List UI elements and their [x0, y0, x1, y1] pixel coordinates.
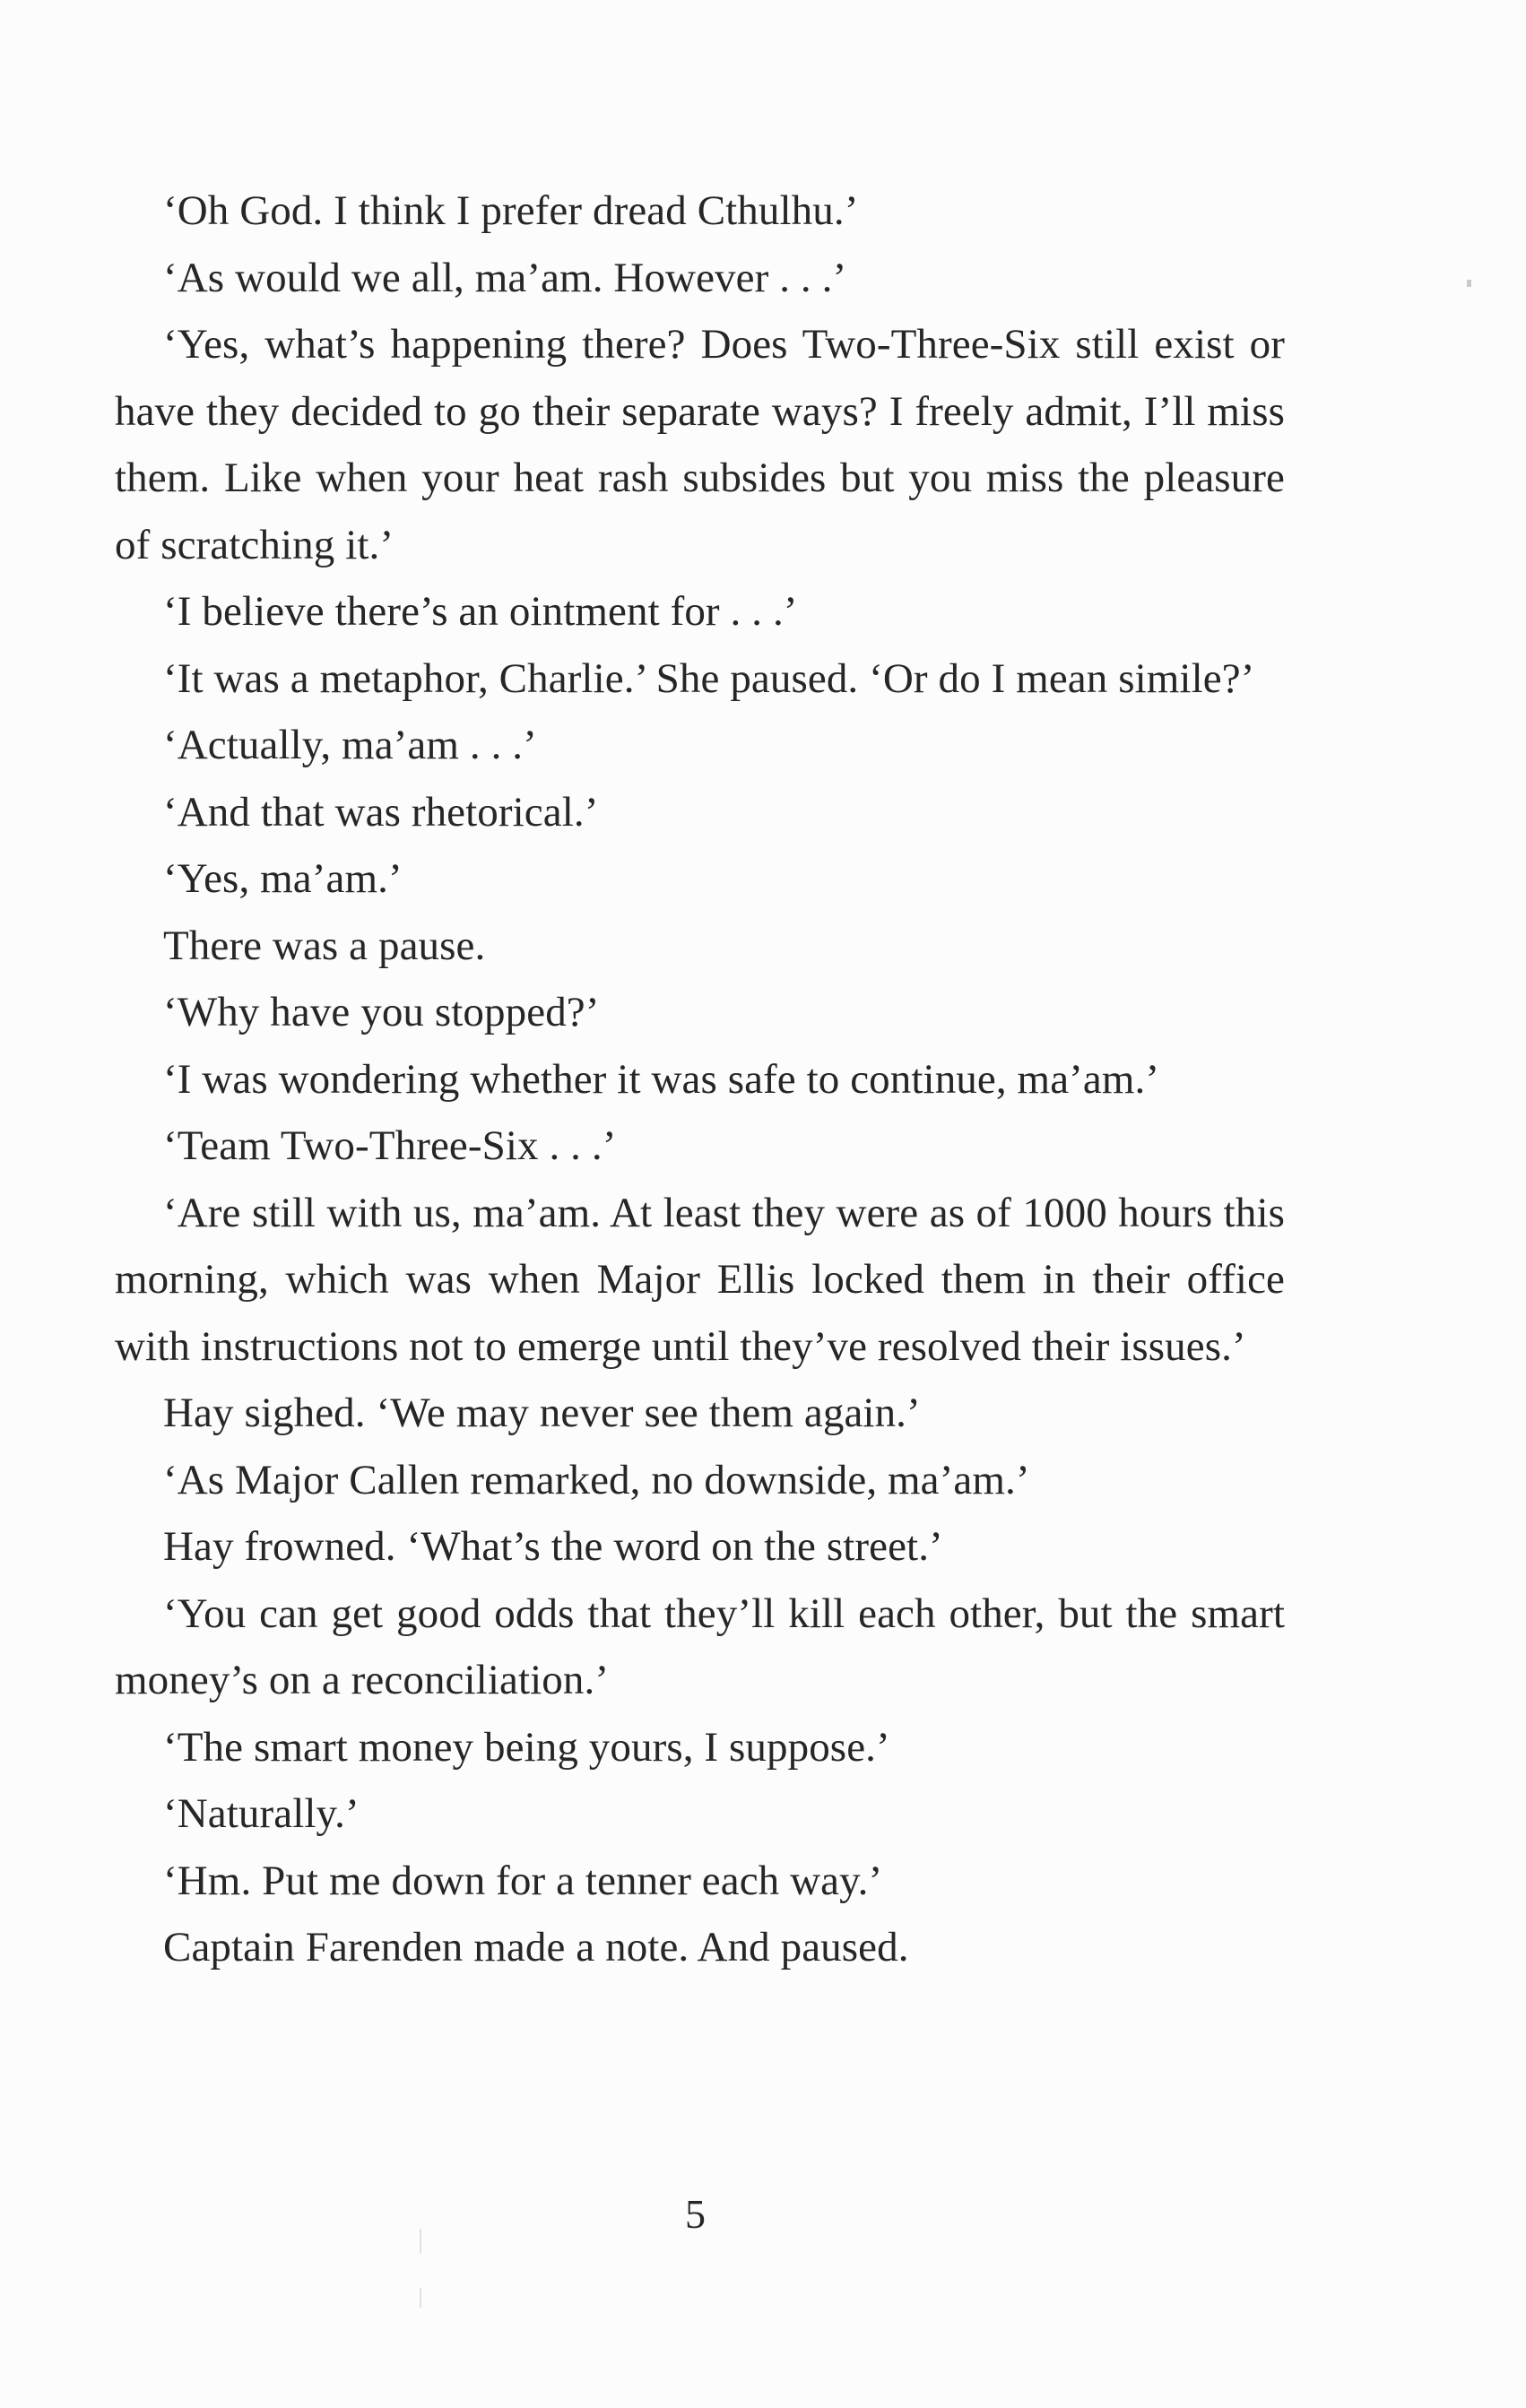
- paragraph: ‘Actually, ma’am . . .’: [163, 722, 537, 768]
- scan-speck: [420, 2288, 421, 2308]
- paragraph: ‘I believe there’s an ointment for . . .’: [163, 588, 798, 635]
- paragraph: Captain Farenden made a note. And paused.: [163, 1924, 909, 1971]
- scan-speck: [1467, 280, 1471, 287]
- scan-speck: [420, 2229, 421, 2254]
- paragraph: ‘Are still with us, ma’am. At least they were as of 1000 hours this morning, which was when Major Ellis locked them in their office with instructions not to emerge until they’ve resolved their issues.’: [115, 1189, 1285, 1370]
- paragraph: ‘And that was rhetorical.’: [163, 788, 599, 836]
- paragraph: ‘Oh God. I think I prefer dread Cthulhu.’: [163, 187, 859, 234]
- paragraph: ‘Hm. Put me down for a tenner each way.’: [163, 1857, 883, 1904]
- paragraph: ‘It was a metaphor, Charlie.’ She paused. ‘Or do I mean simile?’: [163, 654, 1255, 702]
- paragraph: ‘Yes, ma’am.’: [163, 855, 403, 902]
- paragraph: ‘I was wondering whether it was safe to continue, ma’am.’: [163, 1055, 1160, 1103]
- paragraph: ‘Why have you stopped?’: [163, 989, 600, 1035]
- paragraph: ‘The smart money being yours, I suppose.’: [163, 1723, 890, 1771]
- paragraph: ‘Team Two-Three-Six . . .’: [163, 1122, 617, 1169]
- paragraph: ‘As Major Callen remarked, no downside, ma’am.’: [163, 1456, 1030, 1503]
- body-text: [115, 178, 1285, 1981]
- paragraph: There was a pause.: [163, 922, 486, 969]
- paragraph: ‘You can get good odds that they’ll kill each other, but the smart money’s on a reconciliation.’: [115, 1589, 1285, 1703]
- paragraph: Hay sighed. ‘We may never see them again.’: [163, 1390, 921, 1436]
- paragraph: Hay frowned. ‘What’s the word on the street.’: [163, 1523, 943, 1570]
- paragraph: ‘Naturally.’: [163, 1790, 360, 1837]
- page-number: 5: [685, 2191, 706, 2237]
- paragraph: ‘As would we all, ma’am. However . . .’: [163, 254, 847, 301]
- paragraph: ‘Yes, what’s happening there? Does Two-Three-Six still exist or have they decided to go their separate ways? I freely admit, I’ll miss them. Like when your heat rash subsides but you miss the pleasure of scratching it.’: [115, 321, 1285, 568]
